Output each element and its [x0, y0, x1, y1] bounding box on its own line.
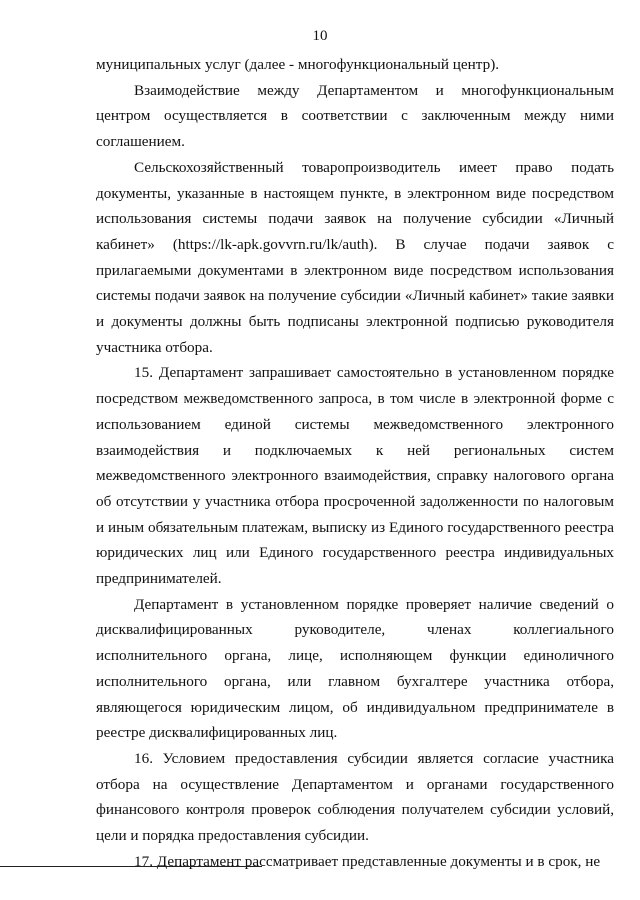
paragraph-item-15: 15. Департамент запрашивает самостоятельно в установленном порядке посредством межведомственного запроса, в том числе в электронной форме с использованием единой системы межведомственного электронного взаимодействия и подключаемых к ней региональных систем межведомственного электронного взаимодействия, справку налогового органа об отсутствии у участника отбора просроченной задолженности по налоговым и иным обязательным платежам, выписку из Единого государственного реестра юридических лиц или Единого государственного реестра индивидуальных предпринимателей. [96, 364, 614, 588]
paragraph-disqualification-check: Департамент в установленном порядке проверяет наличие сведений о дисквалифицированных руководителе, членах коллегиального исполнительного органа, лице, исполняющем функции единоличного исполнительного органа, или главном бухгалтере участника отбора, являющегося юридическим лицом, об индивидуальном предпринимателе в реестре дисквалифицированных лиц. [96, 595, 614, 742]
page-number: 10 [312, 28, 328, 44]
paragraph-continuation: муниципальных услуг (далее - многофункциональный центр). [96, 56, 500, 73]
paragraph-electronic-submission: Сельскохозяйственный товаропроизводитель имеет право подать документы, указанные в настоящем пункте, в электронном виде посредством использования системы подачи заявок на получение субсидии «Личный кабинет» (https://lk-apk.govvrn.ru/lk/auth). В случае подачи заявок с прилагаемыми документами в электронном виде посредством использования системы подачи заявок на получение субсидии «Личный кабинет» такие заявки и документы должны быть подписаны электронной подписью руководителя участника отбора. [96, 158, 614, 356]
paragraph-item-17: 17. Департамент рассматривает представленные документы и в срок, не [134, 852, 601, 870]
paragraph-item-16: 16. Условием предоставления субсидии является согласие участника отбора на осуществление Департаментом и органами государственного финансового контроля проверок соблюдения получателем субсидии условий, цели и порядка предоставления субсидии. [96, 749, 614, 845]
document-body [96, 52, 614, 875]
footnote-separator-line [0, 866, 262, 867]
paragraph-interaction-agreement: Взаимодействие между Департаментом и многофункциональным центром осуществляется в соответствии с заключенным между ними соглашением. [96, 81, 614, 151]
